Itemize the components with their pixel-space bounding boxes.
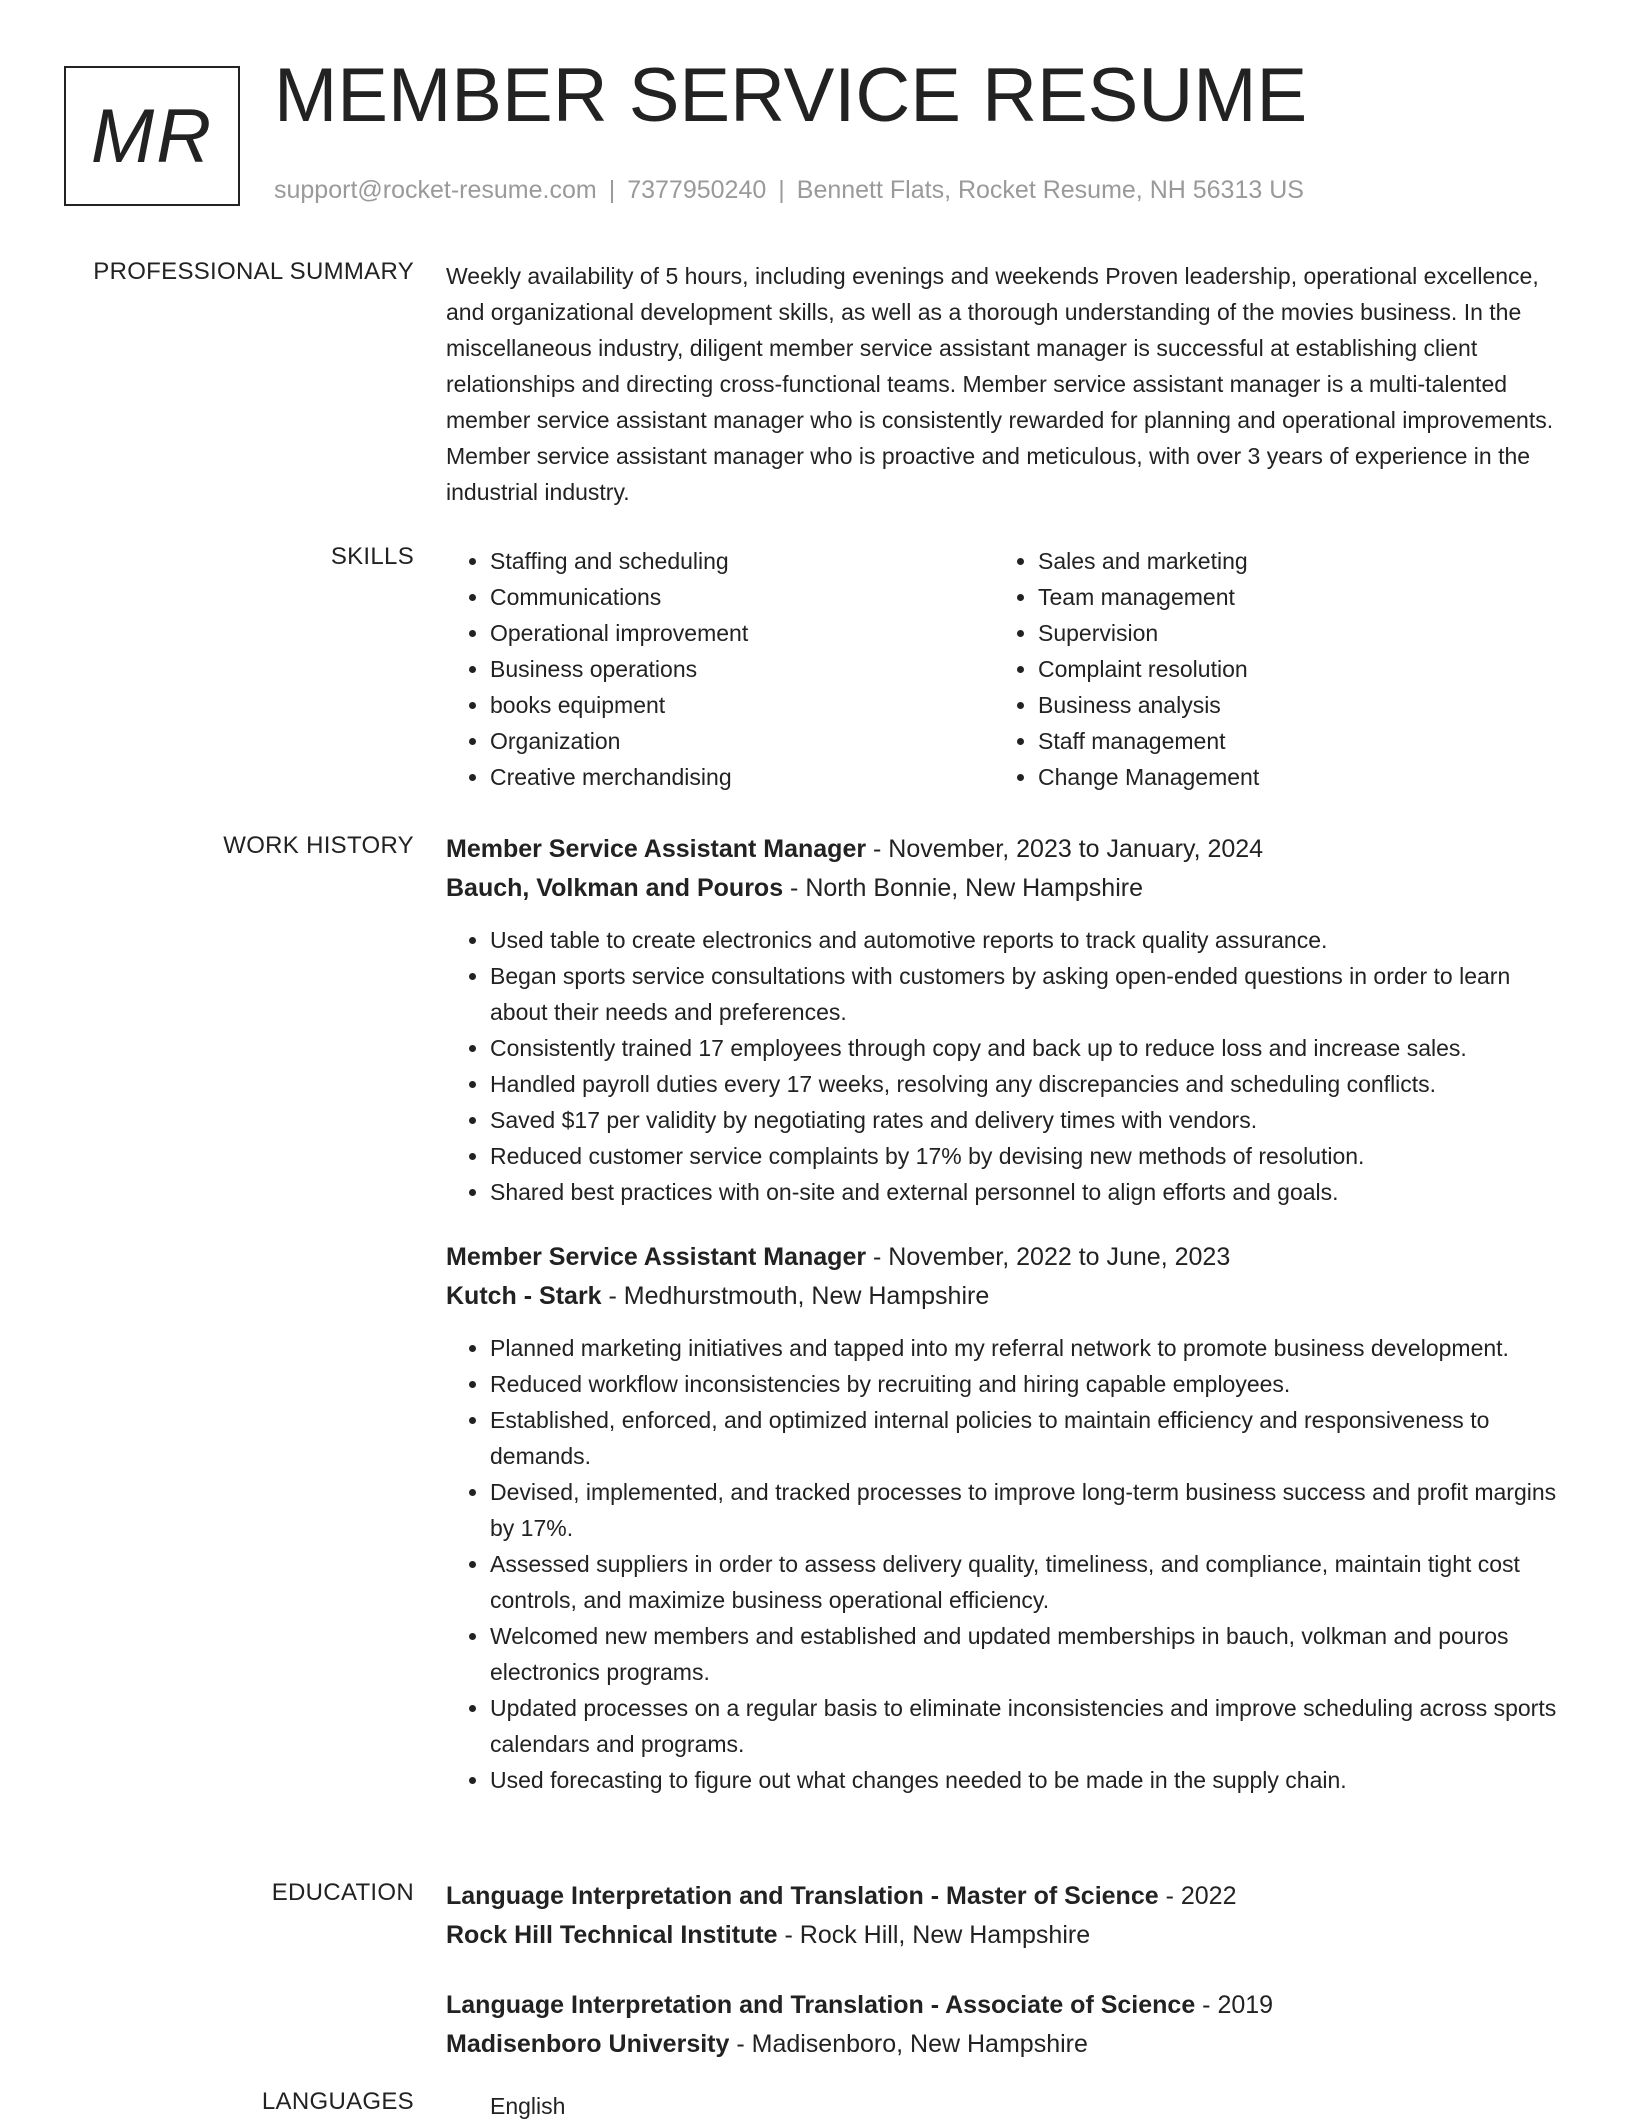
job-company-line — [446, 1277, 1568, 1316]
education-year: - 2022 — [1158, 1882, 1237, 1910]
skill-item: • Team management — [1038, 579, 1542, 615]
job-title: Member Service Assistant Manager — [446, 835, 867, 863]
job-entry — [446, 830, 1568, 1210]
skill-item: • Staff management — [1038, 723, 1542, 759]
job-entry — [446, 1238, 1568, 1798]
job-bullet: • Welcomed new members and established and updated memberships in bauch, volkman and pouros electronics programs. — [490, 1618, 1568, 1690]
languages-list — [446, 2088, 1568, 2124]
job-title-line — [446, 830, 1568, 869]
education-school: Madisenboro University — [446, 2030, 730, 2058]
job-dates: - November, 2023 to January, 2024 — [866, 835, 1264, 863]
skills-list-left — [446, 543, 994, 795]
job-bullet: • Devised, implemented, and tracked processes to improve long-term business success and profit margins by 17%. — [490, 1474, 1568, 1546]
job-bullets — [446, 1330, 1568, 1798]
skill-item: • Supervision — [1038, 615, 1542, 651]
job-bullet: • Consistently trained 17 employees through copy and back up to reduce loss and increase sales. — [490, 1030, 1568, 1066]
monogram-box — [64, 66, 240, 206]
job-bullet: • Used forecasting to figure out what changes needed to be made in the supply chain. — [490, 1762, 1568, 1798]
education-location: - Rock Hill, New Hampshire — [777, 1921, 1091, 1949]
work-history-label: WORK HISTORY — [223, 832, 414, 859]
skills-body — [446, 543, 1568, 795]
job-company: Kutch - Stark — [446, 1282, 602, 1310]
work-history-body — [446, 830, 1568, 1798]
job-title-line — [446, 1238, 1568, 1277]
skills-label: SKILLS — [330, 543, 414, 570]
skill-item: • Change Management — [1038, 759, 1542, 795]
contact-phone: 7377950240 — [627, 176, 767, 204]
education-year: - 2019 — [1195, 1991, 1274, 2019]
skills-list-right — [994, 543, 1542, 795]
education-location: - Madisenboro, New Hampshire — [729, 2030, 1088, 2058]
summary-text: Weekly availability of 5 hours, including evenings and weekends Proven leadership, operational excellence, and organizational development skills, as well as a thorough understanding of the movies business. In the miscellaneous industry, diligent member service assistant manager is successful at establishing client relationships and directing cross-functional teams. Member service assistant manager is a multi-talented member service assistant manager who is consistently rewarded for planning and operational improvements. Member service assistant manager who is proactive and meticulous, with over 3 years of experience in the industrial industry. — [446, 263, 1554, 505]
education-school: Rock Hill Technical Institute — [446, 1921, 778, 1949]
job-location: - Medhurstmouth, New Hampshire — [601, 1282, 990, 1310]
skill-item: • Staffing and scheduling — [490, 543, 994, 579]
job-bullet: • Established, enforced, and optimized internal policies to maintain efficiency and responsiveness to demands. — [490, 1402, 1568, 1474]
education-entry — [446, 1877, 1568, 1955]
skill-item: • books equipment — [490, 687, 994, 723]
education-degree: Language Interpretation and Translation - Master of Science — [446, 1882, 1159, 1910]
education-entry — [446, 1986, 1568, 2064]
skill-item: • Business analysis — [1038, 687, 1542, 723]
language-item: English — [490, 2093, 566, 2119]
contact-separator: | — [778, 176, 785, 204]
education-body — [446, 1877, 1568, 2064]
job-company: Bauch, Volkman and Pouros — [446, 874, 784, 902]
job-bullet: • Saved $17 per validity by negotiating rates and delivery times with vendors. — [490, 1102, 1568, 1138]
job-location: - North Bonnie, New Hampshire — [783, 874, 1143, 902]
skill-item: • Operational improvement — [490, 615, 994, 651]
contact-line — [274, 176, 1304, 205]
education-degree-line — [446, 1877, 1568, 1916]
monogram-initials: MR — [90, 93, 214, 179]
languages-body — [446, 2088, 1568, 2124]
skill-item: • Communications — [490, 579, 994, 615]
resume-title: MEMBER SERVICE RESUME — [274, 53, 1308, 138]
education-degree: Language Interpretation and Translation - Associate of Science — [446, 1991, 1196, 2019]
skill-item: • Business operations — [490, 651, 994, 687]
education-label: EDUCATION — [271, 1879, 414, 1906]
job-bullets — [446, 922, 1568, 1210]
job-company-line — [446, 869, 1568, 908]
job-bullet: • Used table to create electronics and automotive reports to track quality assurance. — [490, 922, 1568, 958]
skill-item: • Complaint resolution — [1038, 651, 1542, 687]
job-dates: - November, 2022 to June, 2023 — [866, 1243, 1231, 1271]
education-school-line — [446, 2025, 1568, 2064]
contact-email: support@rocket-resume.com — [274, 176, 597, 204]
job-bullet: • Began sports service consultations with customers by asking open-ended questions in order to learn about their needs and preferences. — [490, 958, 1568, 1030]
job-bullet: • Planned marketing initiatives and tapped into my referral network to promote business development. — [490, 1330, 1568, 1366]
education-school-line — [446, 1916, 1568, 1955]
skill-item: • Organization — [490, 723, 994, 759]
contact-separator: | — [608, 176, 616, 204]
contact-address: Bennett Flats, Rocket Resume, NH 56313 US — [796, 176, 1304, 204]
education-degree-line — [446, 1986, 1568, 2025]
summary-label: PROFESSIONAL SUMMARY — [93, 258, 414, 285]
job-bullet: • Reduced customer service complaints by 17% by devising new methods of resolution. — [490, 1138, 1568, 1174]
skill-item: • Sales and marketing — [1038, 543, 1542, 579]
languages-label: LANGUAGES — [261, 2088, 414, 2115]
job-bullet: • Shared best practices with on-site and external personnel to align efforts and goals. — [490, 1174, 1568, 1210]
skill-item: • Creative merchandising — [490, 759, 994, 795]
job-title: Member Service Assistant Manager — [446, 1243, 867, 1271]
job-bullet: • Handled payroll duties every 17 weeks, resolving any discrepancies and scheduling conflicts. — [490, 1066, 1568, 1102]
job-bullet: • Reduced workflow inconsistencies by recruiting and hiring capable employees. — [490, 1366, 1568, 1402]
summary-body — [446, 258, 1568, 510]
job-bullet: • Updated processes on a regular basis to eliminate inconsistencies and improve scheduling across sports calendars and programs. — [490, 1690, 1568, 1762]
job-bullet: • Assessed suppliers in order to assess delivery quality, timeliness, and compliance, maintain tight cost controls, and maximize business operational efficiency. — [490, 1546, 1568, 1618]
